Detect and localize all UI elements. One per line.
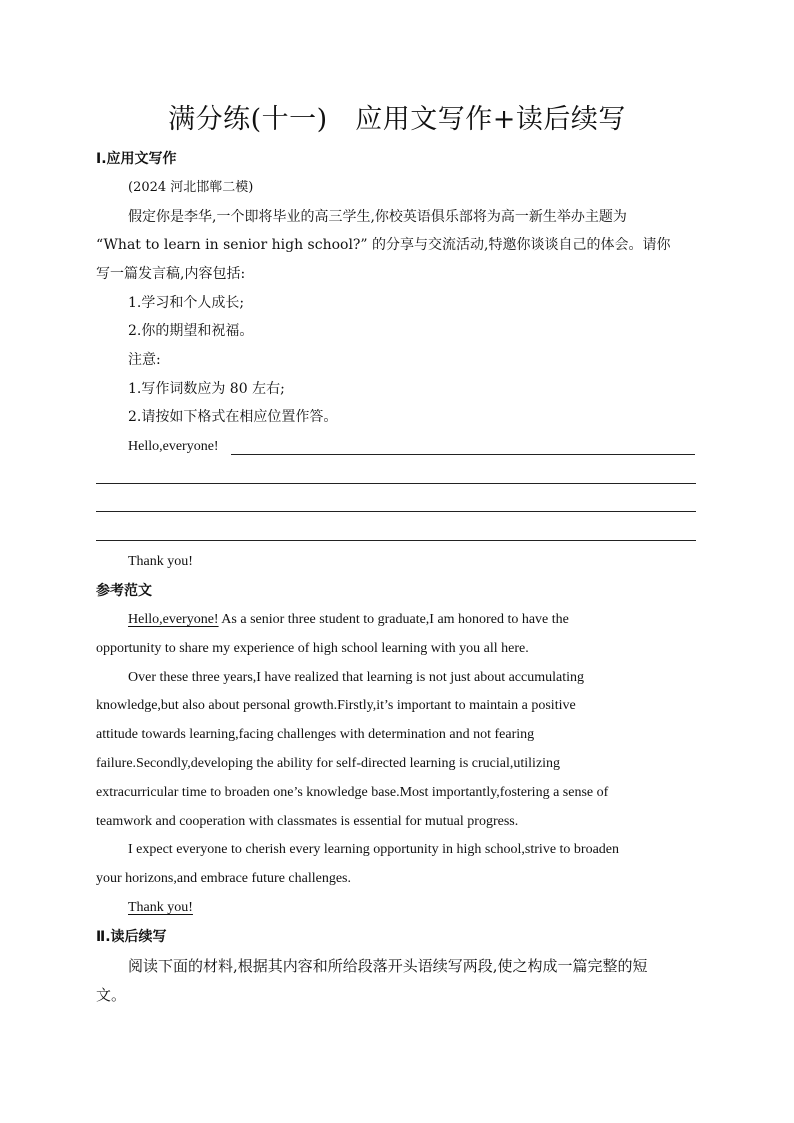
notice-label: 注意: — [128, 352, 161, 368]
notice-2: 2.请按如下格式在相应位置作答。 — [128, 409, 338, 425]
sample-heading: 参考范文 — [96, 583, 152, 599]
sample-paragraph-3-line-2: your horizons,and embrace future challenges. — [96, 871, 352, 886]
sample-paragraph-2-line-6: teamwork and cooperation with classmates is essential for mutual progress. — [96, 814, 519, 829]
sample-closing: Thank you! — [128, 900, 193, 915]
page-title: 满分练(十一) 应用文写作+读后续写 — [168, 104, 626, 135]
prompt-line-1: 假定你是李华,一个即将毕业的高三学生,你校英语俱乐部将为高一新生举办主题为 — [128, 209, 627, 225]
sample-paragraph-3-line-1: I expect everyone to cherish every learning opportunity in high school,strive to broaden — [128, 842, 620, 857]
answer-line-1 — [231, 454, 695, 455]
continuation-prompt-line-1: 阅读下面的材料,根据其内容和所给段落开头语续写两段,使之构成一篇完整的短 — [128, 957, 648, 975]
continuation-prompt-line-2: 文。 — [96, 986, 127, 1004]
prompt-line-3: 写一篇发言稿,内容包括: — [96, 266, 246, 282]
sample-paragraph-1-line-2: opportunity to share my experience of high school learning with you all here. — [96, 641, 529, 656]
sample-greeting: Hello,everyone! — [128, 612, 219, 627]
content-point-1: 1.学习和个人成长; — [128, 295, 245, 311]
sample-paragraph-2-line-5: extracurricular time to broaden one’s knowledge base.Most importantly,fostering a sense of — [96, 785, 609, 800]
prompt-line-2: “What to learn in senior high school?” 的分享与交流活动,特邀你谈谈自己的体会。请你 — [96, 237, 671, 253]
sample-p1-rest: As a senior three student to graduate,I am honored to have the — [218, 612, 569, 627]
sample-paragraph-2-line-1: Over these three years,I have realized that learning is not just about accumulating — [128, 670, 584, 685]
notice-1: 1.写作词数应为 80 左右; — [128, 381, 285, 397]
source-note: (2024 河北邯郸二模) — [128, 180, 254, 195]
sample-paragraph-1-line-1 — [128, 609, 569, 631]
answer-line-2 — [96, 483, 696, 484]
sample-paragraph-2-line-4: failure.Secondly,developing the ability for self-directed learning is crucial,utilizing — [96, 756, 561, 771]
closing-text: Thank you! — [128, 554, 193, 569]
sample-paragraph-2-line-2: knowledge,but also about personal growth.Firstly,it’s important to maintain a positive — [96, 698, 576, 713]
content-point-2: 2.你的期望和祝福。 — [128, 323, 254, 339]
sample-paragraph-2-line-3: attitude towards learning,facing challenges with determination and not fearing — [96, 727, 535, 742]
section-heading-writing: Ⅰ.应用文写作 — [96, 151, 177, 167]
answer-line-4 — [96, 540, 696, 541]
greeting-text: Hello,everyone! — [128, 439, 219, 454]
answer-line-3 — [96, 511, 696, 512]
section-heading-continuation: Ⅱ.读后续写 — [96, 929, 167, 945]
